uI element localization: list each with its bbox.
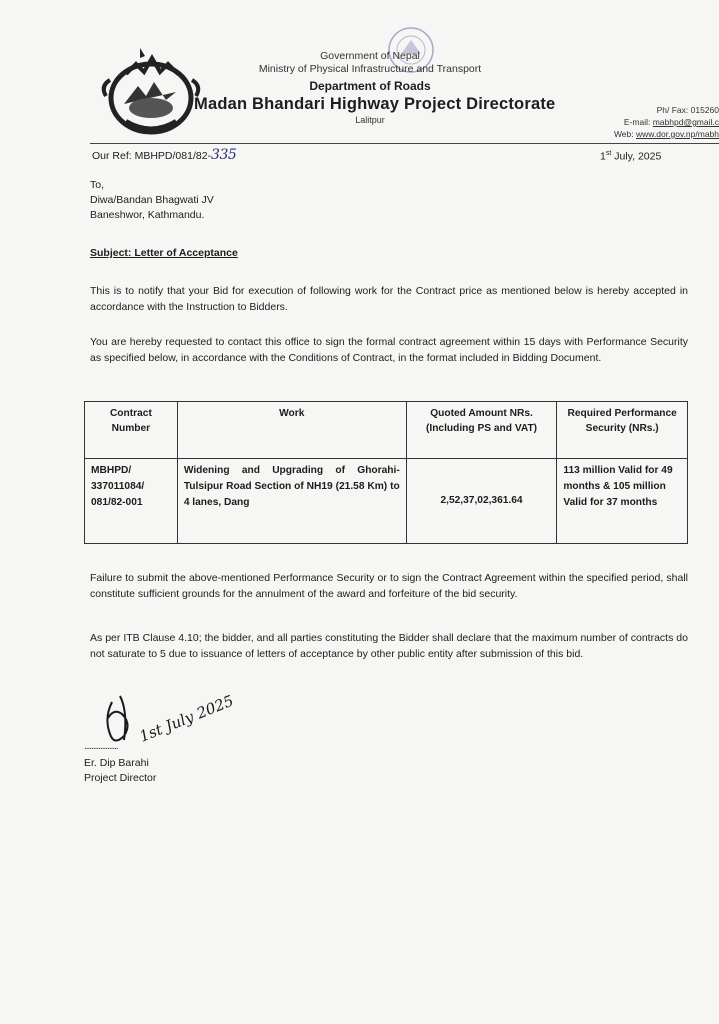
signatory-block — [84, 756, 156, 786]
ministry-name: Ministry of Physical Infrastructure and Transport — [258, 63, 482, 75]
header-divider — [90, 143, 719, 144]
signatory-name: Er. Dip Barahi — [84, 757, 149, 769]
recipient-name: Diwa/Bandan Bhagwati JV — [90, 194, 214, 206]
cell-amount: 2,52,37,02,361.64 — [406, 459, 557, 544]
email-link[interactable]: mabhpd@gmail.c — [652, 117, 719, 127]
header-performance-security: Required Performance Security (NRs.) — [557, 402, 688, 459]
directorate-name: Madan Bhandari Highway Project Directorate — [194, 95, 556, 113]
office-location: Lalitpur — [355, 115, 385, 125]
cell-work: Widening and Upgrading of Ghorahi-Tulsipur Road Section of NH19 (21.58 Km) to 4 lanes, Dang — [177, 459, 406, 544]
table-row — [85, 459, 688, 544]
reference-number: 335 — [211, 147, 237, 163]
recipient-block — [90, 178, 214, 223]
government-name: Government of Nepal — [320, 50, 420, 62]
paragraph-failure: Failure to submit the above-mentioned Performance Security or to sign the Contract Agreement within the specified period, shall constitute sufficient grounds for the annulment of the award and forfeiture of the bid security. — [90, 572, 688, 600]
web-link[interactable]: www.dor.gov.np/mabh — [636, 129, 719, 139]
paragraph-notify: This is to notify that your Bid for execution of following work for the Contract price as mentioned below is hereby accepted in accordance with the Instruction to Bidders. — [90, 285, 688, 313]
email-line: E-mail: mabhpd@gmail.c — [623, 117, 719, 127]
paragraph-request: You are hereby requested to contact this office to sign the formal contract agreement within 15 days with Performance Security as specified below, in accordance with the Conditions of Contract, in the format included in Bidding Document. — [90, 336, 688, 364]
signatory-title: Project Director — [84, 772, 157, 784]
contact-block — [569, 104, 719, 140]
handwritten-date: 1st July 2025 — [136, 691, 237, 746]
header-work: Work — [177, 402, 406, 459]
recipient-to: To, — [90, 179, 105, 191]
letterhead — [194, 50, 556, 126]
header-quoted-amount: Quoted Amount NRs. (Including PS and VAT) — [406, 402, 557, 459]
recipient-address: Baneshwor, Kathmandu. — [90, 209, 205, 221]
header-contract-number: Contract Number — [85, 402, 178, 459]
paragraph-itb-clause: As per ITB Clause 4.10; the bidder, and all parties constituting the Bidder shall declare that the maximum number of contracts do not saturate to 5 due to issuance of letters of acceptance by other public entity after submission of this bid. — [90, 632, 688, 660]
reference-line — [92, 147, 236, 163]
web-line: Web: www.dor.gov.np/mabh — [613, 129, 719, 139]
nepal-emblem-icon — [96, 46, 206, 138]
cell-contract-number: MBHPD/ 337011084/ 081/82-001 — [85, 459, 178, 544]
signature-line: ................... — [84, 741, 118, 752]
reference-label: Our Ref: MBHPD/081/82- — [92, 150, 212, 162]
contract-table — [84, 401, 688, 544]
cell-security: 113 million Valid for 49 months & 105 million Valid for 37 months — [557, 459, 688, 544]
department-name: Department of Roads — [309, 79, 431, 93]
phone-fax: Ph/ Fax: 015260 — [656, 105, 719, 115]
letter-date: 1st July, 2025 — [600, 150, 662, 163]
table-header-row — [85, 402, 688, 459]
subject-line: Subject: Letter of Acceptance — [90, 247, 238, 259]
